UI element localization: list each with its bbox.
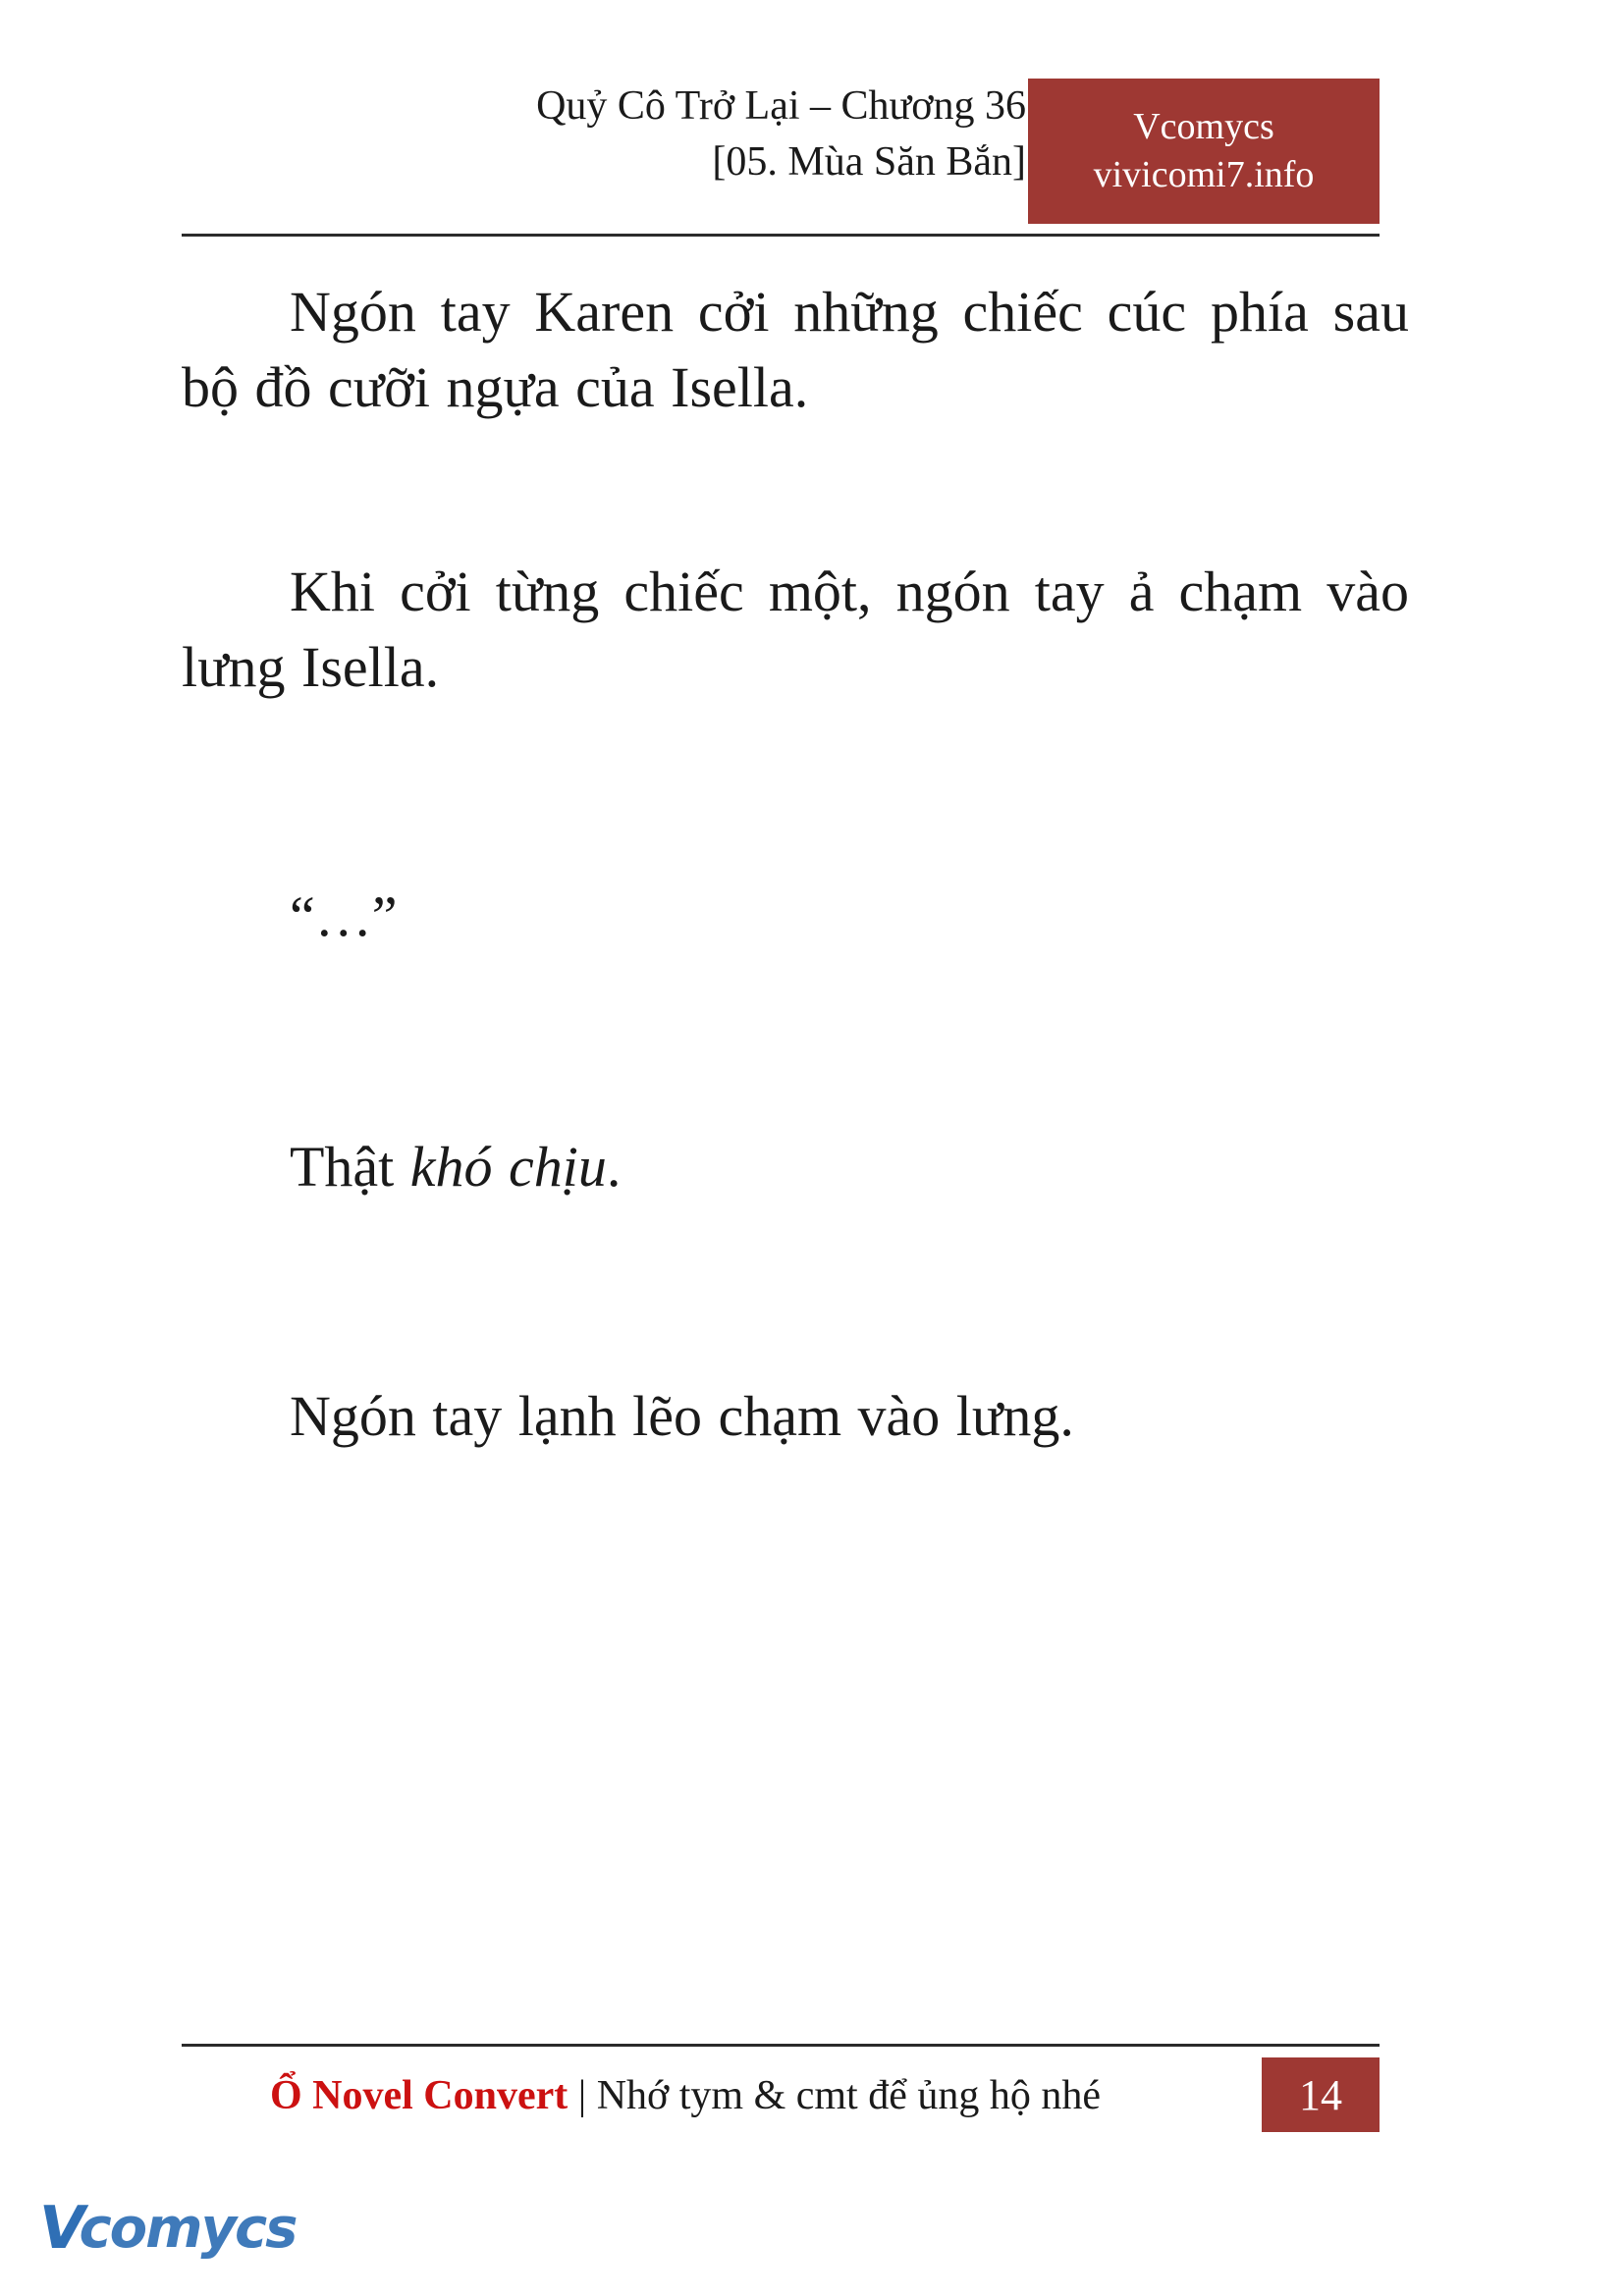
header-title [280,79,1026,189]
paragraph-spacer [182,1295,1409,1379]
page-header [182,79,1380,226]
page-number-badge: 14 [1262,2057,1380,2132]
paragraph-italic-suffix: . [606,1134,622,1199]
footer-divider [182,2044,1380,2047]
header-site-badge[interactable] [1028,79,1380,224]
paragraph: Ngón tay Karen cởi những chiếc cúc phía sau bộ đồ cưỡi ngựa của Isella. [182,280,1409,419]
page-footer [182,2057,1380,2134]
paragraph-spacer [182,515,1409,555]
header-divider [182,234,1380,237]
paragraph-italic-prefix: Thật [290,1134,410,1199]
header-badge-brand: Vcomycs [1133,105,1274,147]
paragraph: Khi cởi từng chiếc một, ngón tay ả chạm vào lưng Isella. [182,560,1409,699]
header-title-line1: Quỷ Cô Trở Lại – Chương 36 [536,83,1026,129]
watermark-logo [32,2189,297,2268]
paragraph-spacer [182,1045,1409,1130]
footer-separator: | [568,2073,597,2118]
footer-credit [270,2065,1101,2126]
header-badge-site: vivicomi7.info [1093,154,1315,195]
watermark-text: comycs [79,2196,297,2261]
page-content [182,275,1409,1545]
footer-note: Nhớ tym & cmt để ủng hộ nhé [596,2073,1102,2118]
paragraph-ellipsis: “…” [290,884,398,949]
footer-brand: Ổ Novel Convert [270,2073,568,2118]
watermark-v-icon: V [32,2194,91,2263]
paragraph-spacer [182,795,1409,880]
paragraph: Ngón tay lạnh lẽo chạm vào lưng. [290,1384,1074,1449]
paragraph-italic-emphasis: khó chịu [409,1134,607,1199]
header-title-line2: [05. Mùa Săn Bắn] [712,138,1026,185]
paragraph-italic [182,1130,1409,1205]
